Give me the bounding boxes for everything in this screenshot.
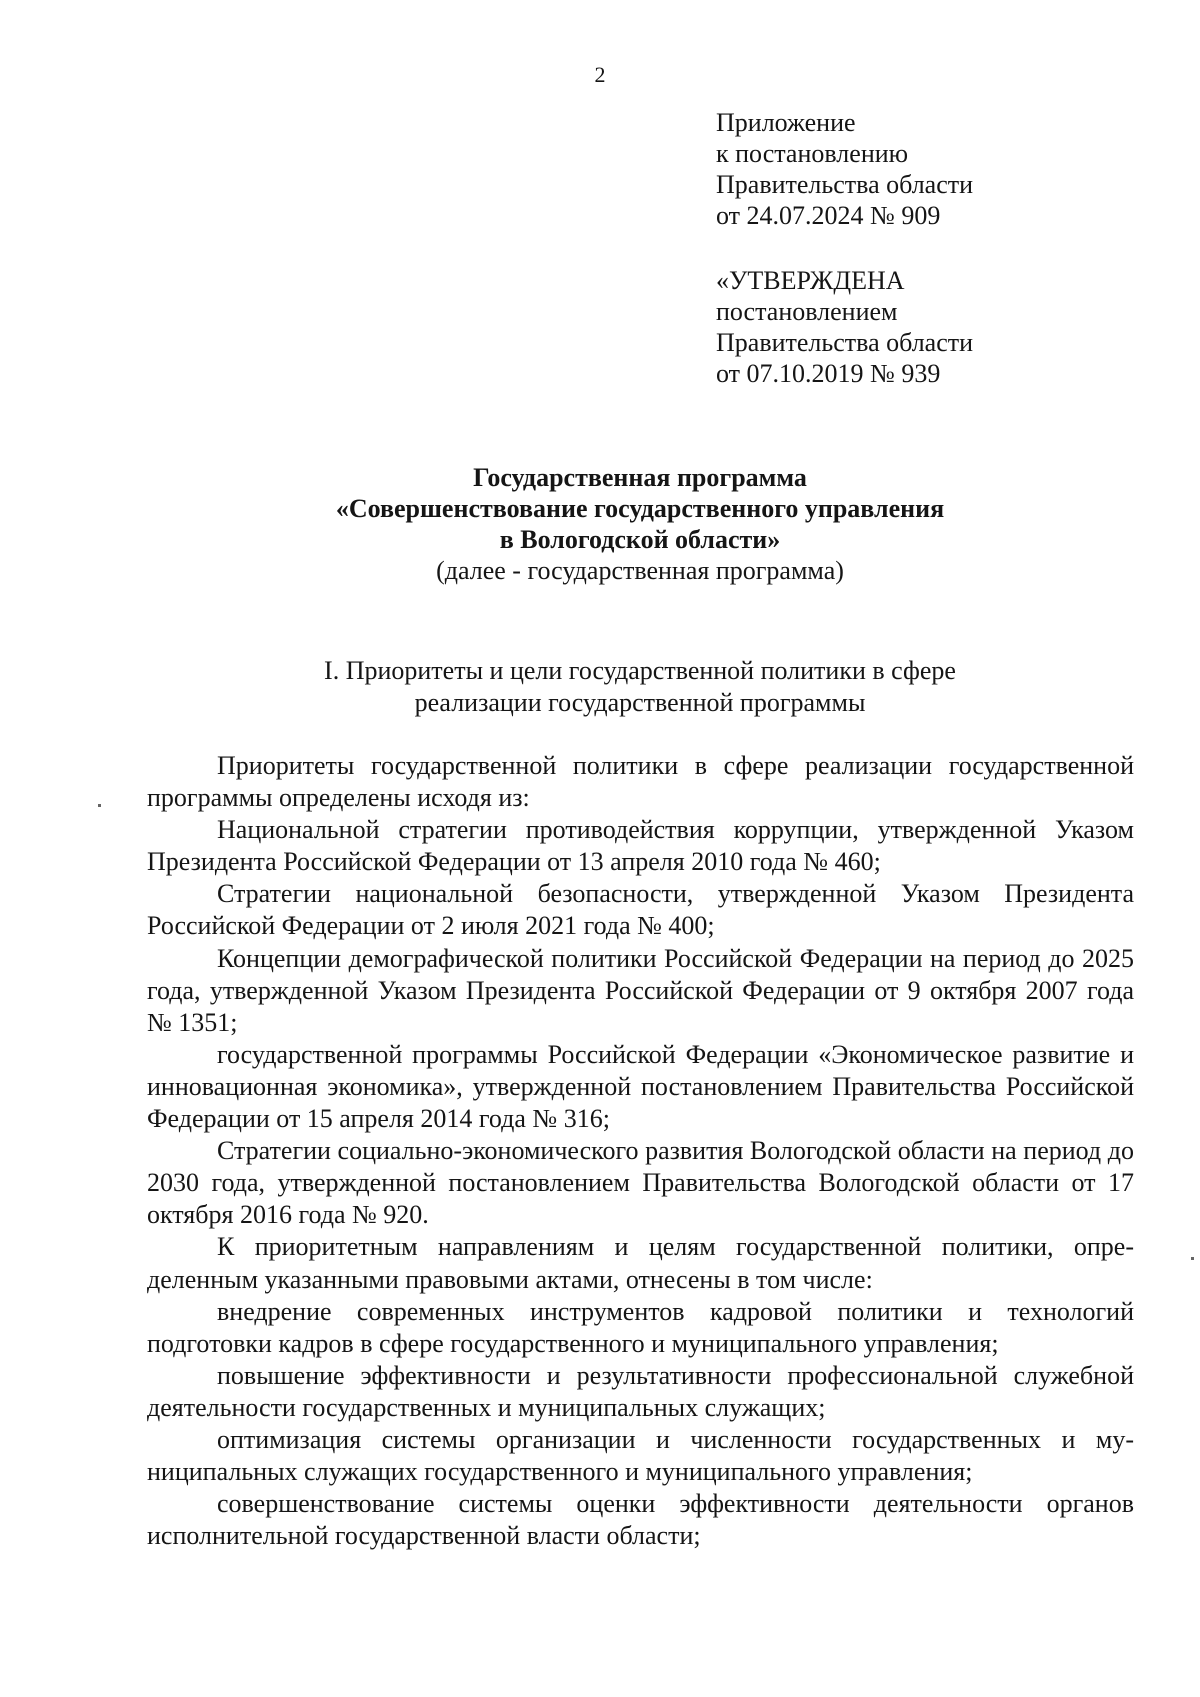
appendix-approval-block <box>716 107 973 231</box>
scan-artifact <box>1191 1257 1194 1260</box>
page-number: 2 <box>594 62 606 87</box>
paragraph: государственной программы Российской Федерации «Экономическое развитие и инновационная экономика», утвержденной постановлением Правительства Российской Федерации от 15 апреля 2014 года № 316; <box>147 1039 1134 1134</box>
paragraph: внедрение современных инструментов кадровой политики и технологий подготовки кадров в сфере государственного и муниципального управления; <box>147 1296 1134 1358</box>
appendix-line: Правительства области <box>716 170 974 199</box>
approved-line: Правительства области <box>716 328 974 357</box>
program-title-line: в Вологодской области» <box>499 525 781 554</box>
approved-block <box>716 265 973 389</box>
paragraph: Стратегии национальной безопасности, утвержденной Указом Президента Российской Федерации от 2 июля 2021 года № 400; <box>147 879 1134 941</box>
paragraph: оптимизация системы организации и численности государственных и муниципальных служащих государственного и муниципального управления; <box>147 1424 1134 1487</box>
appendix-line: к постановлению <box>716 139 909 168</box>
section-heading <box>0 655 1200 719</box>
body-text <box>147 750 1134 1552</box>
approved-line: постановлением <box>716 297 898 326</box>
program-title-note: (далее - государственная программа) <box>436 556 844 585</box>
appendix-line: от 24.07.2024 № 909 <box>716 201 941 230</box>
paragraph: Стратегии социально-экономического развития Вологодской области на период до 2030 года, утвержденной постановлением Правительства Вологодской области от 17 октября 2016 года № 920. <box>147 1136 1134 1230</box>
approved-line: от 07.10.2019 № 939 <box>716 359 941 388</box>
scan-artifact <box>98 804 101 807</box>
appendix-line: Приложение <box>716 108 856 137</box>
paragraph: Национальной стратегии противодействия коррупции, утвержденной Указом Президента Российской Федерации от 13 апреля 2010 года № 460; <box>147 815 1134 877</box>
program-title-line: «Совершенствование государственного управления <box>335 494 945 523</box>
program-title <box>0 462 1200 586</box>
paragraph: Концепции демографической политики Российской Федерации на период до 2025 года, утвержденной Указом Президента Российской Федерации от 9 октября 2007 года № 1351; <box>147 943 1134 1037</box>
paragraph: Приоритеты государственной политики в сфере реализации государственной программы определены исходя из: <box>147 751 1134 813</box>
section-heading-line: I. Приоритеты и цели государственной политики в сфере <box>324 656 956 685</box>
paragraph: К приоритетным направлениям и целям государственной политики, определенным указанными правовыми актами, отнесены в том числе: <box>147 1232 1134 1294</box>
paragraph: повышение эффективности и результативности профессиональной служебной деятельности государственных и муниципальных служащих; <box>147 1360 1134 1422</box>
approved-line: «УТВЕРЖДЕНА <box>716 266 905 295</box>
paragraph: совершенствование системы оценки эффективности деятельности органов исполнительной государственной власти области; <box>147 1489 1134 1551</box>
section-heading-line: реализации государственной программы <box>414 688 866 717</box>
program-title-line: Государственная программа <box>473 463 807 492</box>
